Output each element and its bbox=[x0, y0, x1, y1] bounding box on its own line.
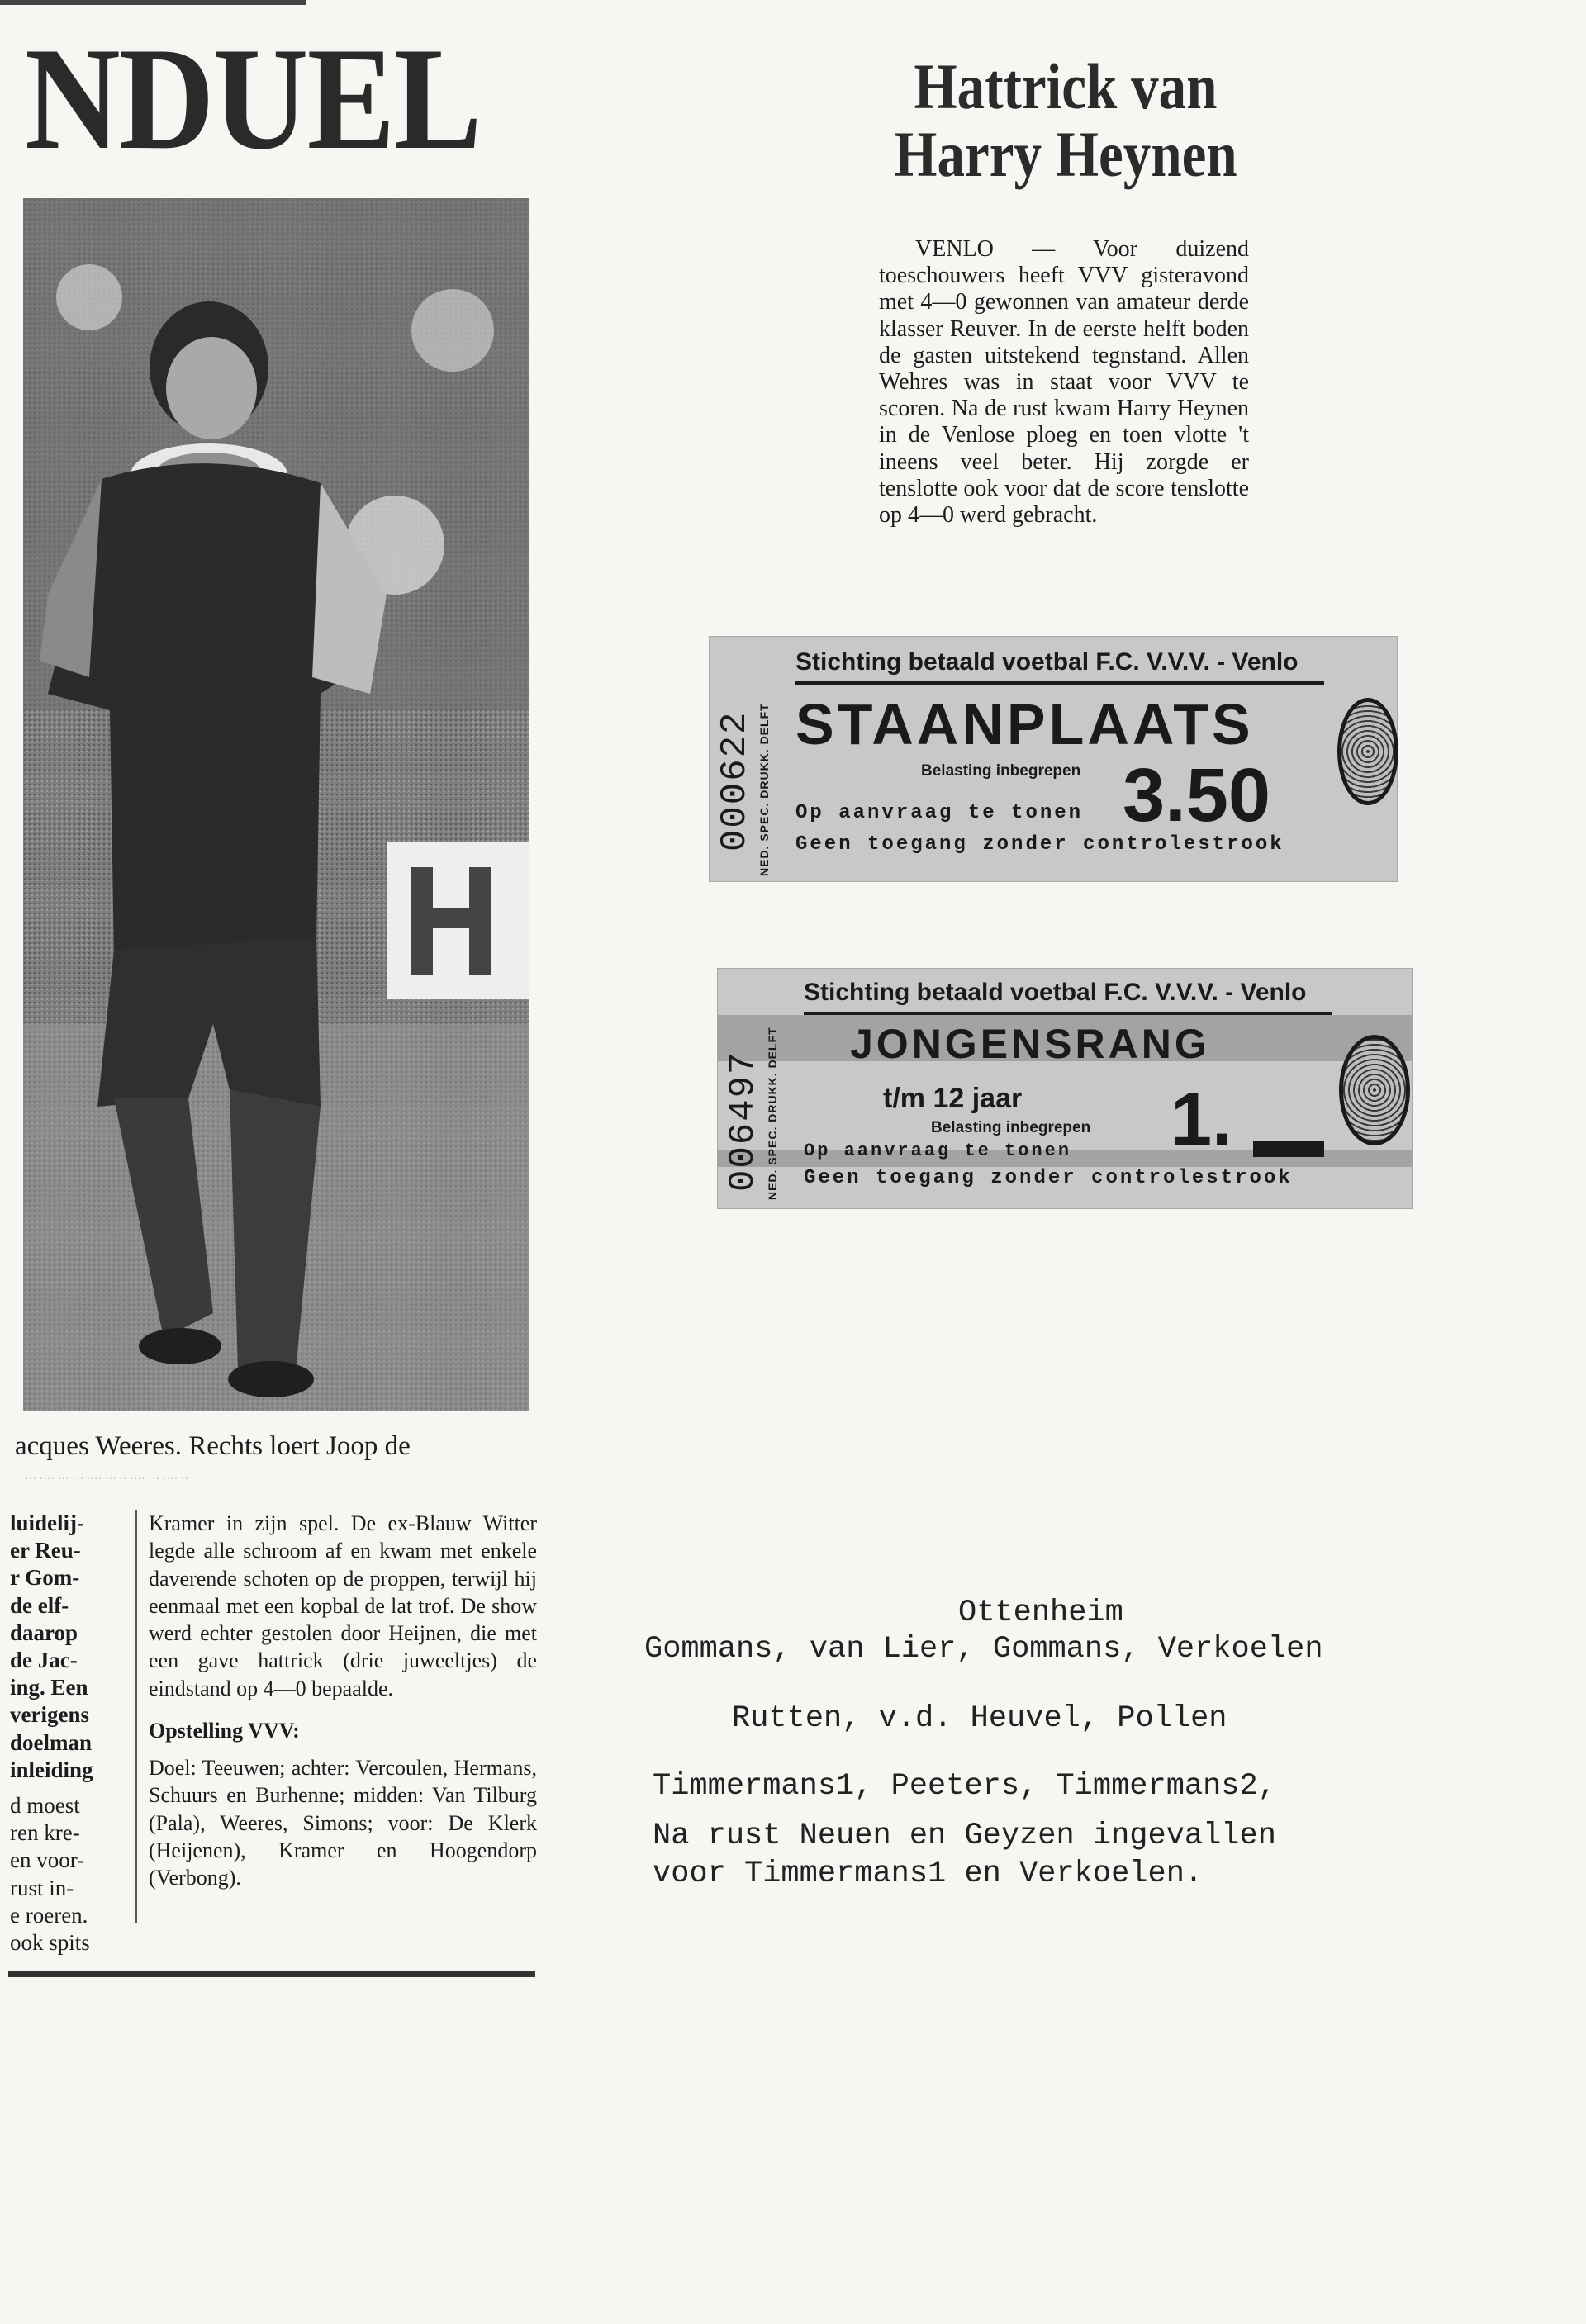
left-text-fragments bbox=[10, 1510, 134, 1784]
ticket-show-on-request: Op aanvraag te tonen bbox=[795, 802, 1084, 824]
fragment-line: inleiding bbox=[10, 1757, 93, 1782]
fragment-line: ook spits bbox=[10, 1930, 90, 1956]
article-body bbox=[879, 236, 1249, 529]
fragment-line: ren kre- bbox=[10, 1820, 80, 1846]
fragment-line: verigens bbox=[10, 1702, 89, 1728]
ticket-rule bbox=[804, 1012, 1332, 1015]
typed-goalkeeper: Ottenheim bbox=[958, 1596, 1123, 1630]
typed-substitution-line2: voor Timmermans1 en Verkoelen. bbox=[653, 1857, 1204, 1891]
fragment-line: en voor- bbox=[10, 1847, 85, 1873]
typed-substitution-line1: Na rust Neuen en Geyzen ingevallen bbox=[653, 1819, 1276, 1853]
ticket-price: 3.50 bbox=[1123, 753, 1271, 837]
match-report-column bbox=[149, 1510, 537, 1891]
typed-midfielders: Rutten, v.d. Heuvel, Pollen bbox=[732, 1701, 1227, 1736]
price-blank-bar bbox=[1253, 1141, 1324, 1157]
column-divider bbox=[135, 1510, 137, 1923]
fragment-line: de elf- bbox=[10, 1592, 69, 1618]
ticket-serial-number: 000622 bbox=[715, 710, 756, 851]
club-seal-icon bbox=[1339, 1035, 1410, 1145]
fragment-line: ing. Een bbox=[10, 1675, 88, 1700]
bottom-rule bbox=[8, 1971, 535, 1977]
fragment-line: e roeren. bbox=[10, 1902, 88, 1928]
ticket-organization: Stichting betaald voetbal F.C. V.V.V. - Venlo bbox=[804, 979, 1307, 1006]
ticket-type: STAANPLAATS bbox=[795, 692, 1254, 756]
ticket-jongensrang bbox=[717, 968, 1413, 1209]
ticket-staanplaats bbox=[709, 636, 1398, 882]
left-text-fragments-lower bbox=[10, 1792, 134, 1956]
headline-line-2: Harry Heynen bbox=[894, 117, 1237, 190]
ticket-show-on-request: Op aanvraag te tonen bbox=[804, 1141, 1072, 1161]
faint-print-through: ··· ···· ··· ··· ···· ··· ·· ···· ··· ···· ·· bbox=[25, 1473, 189, 1486]
ticket-printer: NED. SPEC. DRUKK. DELFT bbox=[757, 703, 771, 876]
fragment-line: r Gom- bbox=[10, 1565, 80, 1591]
ticket-organization: Stichting betaald voetbal F.C. V.V.V. - Venlo bbox=[795, 648, 1299, 676]
fragment-line: d moest bbox=[10, 1793, 80, 1818]
fragment-line: er Reu- bbox=[10, 1538, 81, 1563]
ticket-printer: NED. SPEC. DRUKK. DELFT bbox=[766, 1027, 779, 1200]
club-seal-icon bbox=[1337, 698, 1398, 805]
ticket-price: 1. bbox=[1171, 1079, 1233, 1161]
ticket-no-entry-note: Geen toegang zonder controlestrook bbox=[795, 833, 1284, 856]
fragment-line: daarop bbox=[10, 1620, 78, 1645]
report-paragraph: Kramer in zijn spel. De ex-Blauw Witter legde alle schroom af en kwam met enkele daverende schoten op de proppen, terwijl hij eenmaal met een kopbal de lat trof. De show werd echter gestolen door Heijnen, die met een gave hattrick (drie juweeltjes) de eindstand op 4—0 bepaalde. bbox=[149, 1511, 537, 1700]
article-text: VENLO — Voor duizend toeschouwers heeft VVV gisteravond met 4—0 gewonnen van amateur derde klasser Reuver. In de eerste helft boden de gasten uitstekend tegnstand. Allen Wehres was in staat voor VVV te scoren. Na de rust kwam Harry Heynen in de Venlose ploeg en toen vlotte 't ineens veel beter. Hij zorgde er tenslotte ook voor dat de score tenslotte op 4—0 werd gebracht. bbox=[879, 236, 1249, 528]
ticket-type: JONGENSRANG bbox=[850, 1021, 1210, 1067]
ticket-rule bbox=[795, 681, 1324, 685]
typed-defenders: Gommans, van Lier, Gommans, Verkoelen bbox=[644, 1632, 1323, 1667]
ticket-age-limit: t/m 12 jaar bbox=[883, 1083, 1023, 1114]
top-border-line bbox=[0, 0, 306, 5]
ticket-tax-note: Belasting inbegrepen bbox=[921, 762, 1081, 780]
lineup-text: Doel: Teeuwen; achter: Vercoulen, Hermans, Schuurs en Burhenne; midden: Van Tilburg (Pala), Weeres, Simons; voor: De Klerk (Heijenen), Kramer en Hoogendorp (Verbong). bbox=[149, 1756, 537, 1890]
ticket-tax-note: Belasting inbegrepen bbox=[931, 1119, 1091, 1136]
ticket-serial-number: 006497 bbox=[723, 1051, 764, 1192]
fragment-line: de Jac- bbox=[10, 1648, 78, 1673]
fragment-line: rust in- bbox=[10, 1875, 74, 1900]
football-player-photo bbox=[23, 198, 529, 1411]
typed-forwards: Timmermans1, Peeters, Timmermans2, bbox=[653, 1769, 1276, 1804]
fragment-line: doelman bbox=[10, 1729, 93, 1755]
clipping-headline-fragment: NDUEL bbox=[25, 17, 481, 180]
fragment-line: luidelij- bbox=[10, 1511, 85, 1535]
photo-caption: acques Weeres. Rechts loert Joop de bbox=[15, 1431, 411, 1461]
headline-line-1: Hattrick van bbox=[914, 50, 1218, 122]
article-headline bbox=[888, 50, 1243, 190]
player-photo-illustration bbox=[23, 198, 529, 1411]
ticket-no-entry-note: Geen toegang zonder controlestrook bbox=[804, 1167, 1293, 1189]
lineup-title: Opstelling VVV: bbox=[149, 1718, 300, 1743]
